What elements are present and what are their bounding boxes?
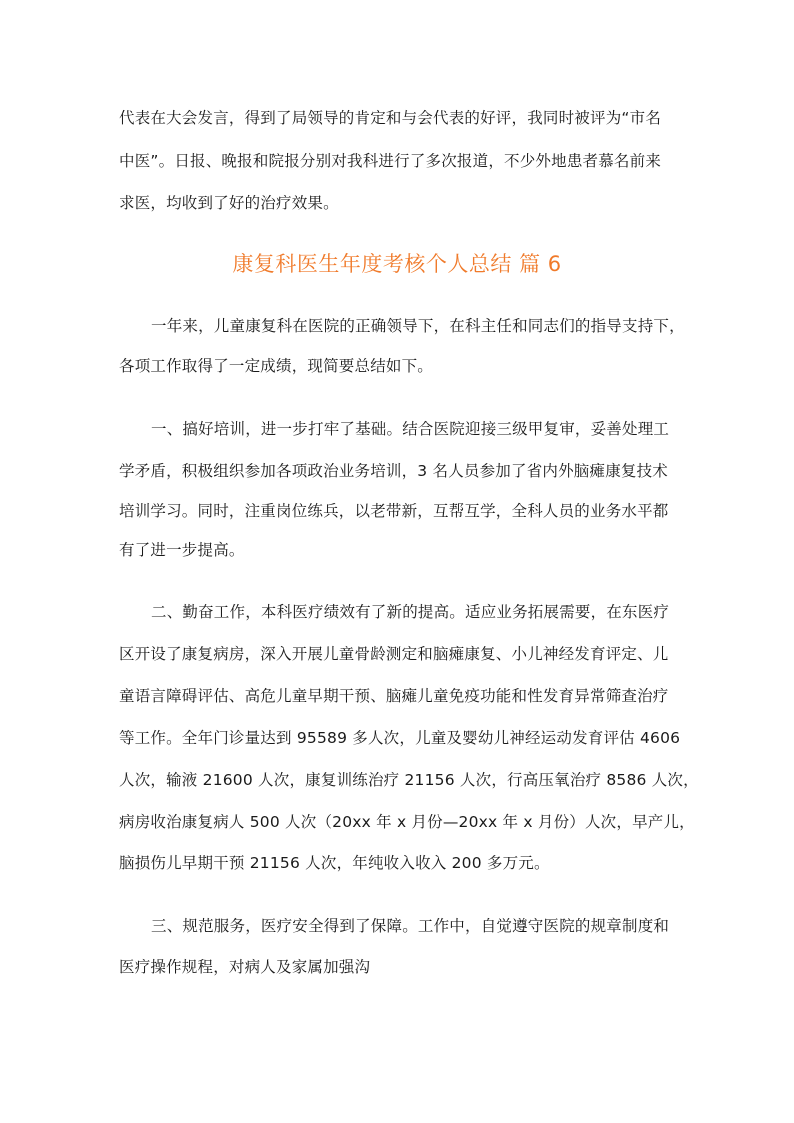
text-line: 二、勤奋工作，本科医疗绩效有了新的提高。适应业务拓展需要，在东医疗 — [151, 603, 670, 621]
text-line: 各项工作取得了一定成绩，现简要总结如下。 — [119, 357, 434, 375]
text-line: 等工作。全年门诊量达到 95589 多人次，儿童及婴幼儿神经运动发育评估 4606 — [119, 729, 681, 747]
text-line: 求医，均收到了好的治疗效果。 — [119, 194, 339, 212]
text-line: 一年来，儿童康复科在医院的正确领导下，在科主任和同志们的指导支持下， — [151, 317, 685, 335]
text-line: 童语言障碍评估、高危儿童早期干预、脑瘫儿童免疫功能和性发育异常筛查治疗 — [119, 687, 669, 705]
text-line: 脑损伤儿早期干预 21156 人次，年纯收入收入 200 多万元。 — [119, 854, 550, 872]
text-line: 三、规范服务，医疗安全得到了保障。工作中，自觉遵守医院的规章制度和 — [151, 917, 670, 935]
text-line: 代表在大会发言，得到了局领导的肯定和与会代表的好评，我同时被评为“市名 — [119, 109, 662, 127]
text-line: 中医”。日报、晚报和院报分别对我科进行了多次报道，不少外地患者慕名前来 — [119, 152, 662, 170]
text-line: 人次，输液 21600 人次，康复训练治疗 21156 人次，行高压氧治疗 8586 人次， — [119, 771, 699, 789]
text-line: 区开设了康复病房，深入开展儿童骨龄测定和脑瘫康复、小儿神经发育评定、儿 — [119, 645, 669, 663]
text-line: 有了进一步提高。 — [119, 541, 245, 559]
section-title: 康复科医生年度考核个人总结 篇 6 — [232, 252, 562, 276]
text-line: 一、搞好培训，进一步打牢了基础。结合医院迎接三级甲复审，妥善处理工 — [151, 420, 670, 438]
text-line: 学矛盾，积极组织参加各项政治业务培训，3 名人员参加了省内外脑瘫康复技术 — [119, 462, 668, 480]
text-line: 病房收治康复病人 500 人次（20xx 年 x 月份—20xx 年 x 月份）人次，早产儿， — [119, 813, 695, 831]
text-line: 医疗操作规程，对病人及家属加强沟 — [119, 958, 371, 976]
text-line: 培训学习。同时，注重岗位练兵，以老带新，互帮互学，全科人员的业务水平都 — [119, 502, 669, 520]
